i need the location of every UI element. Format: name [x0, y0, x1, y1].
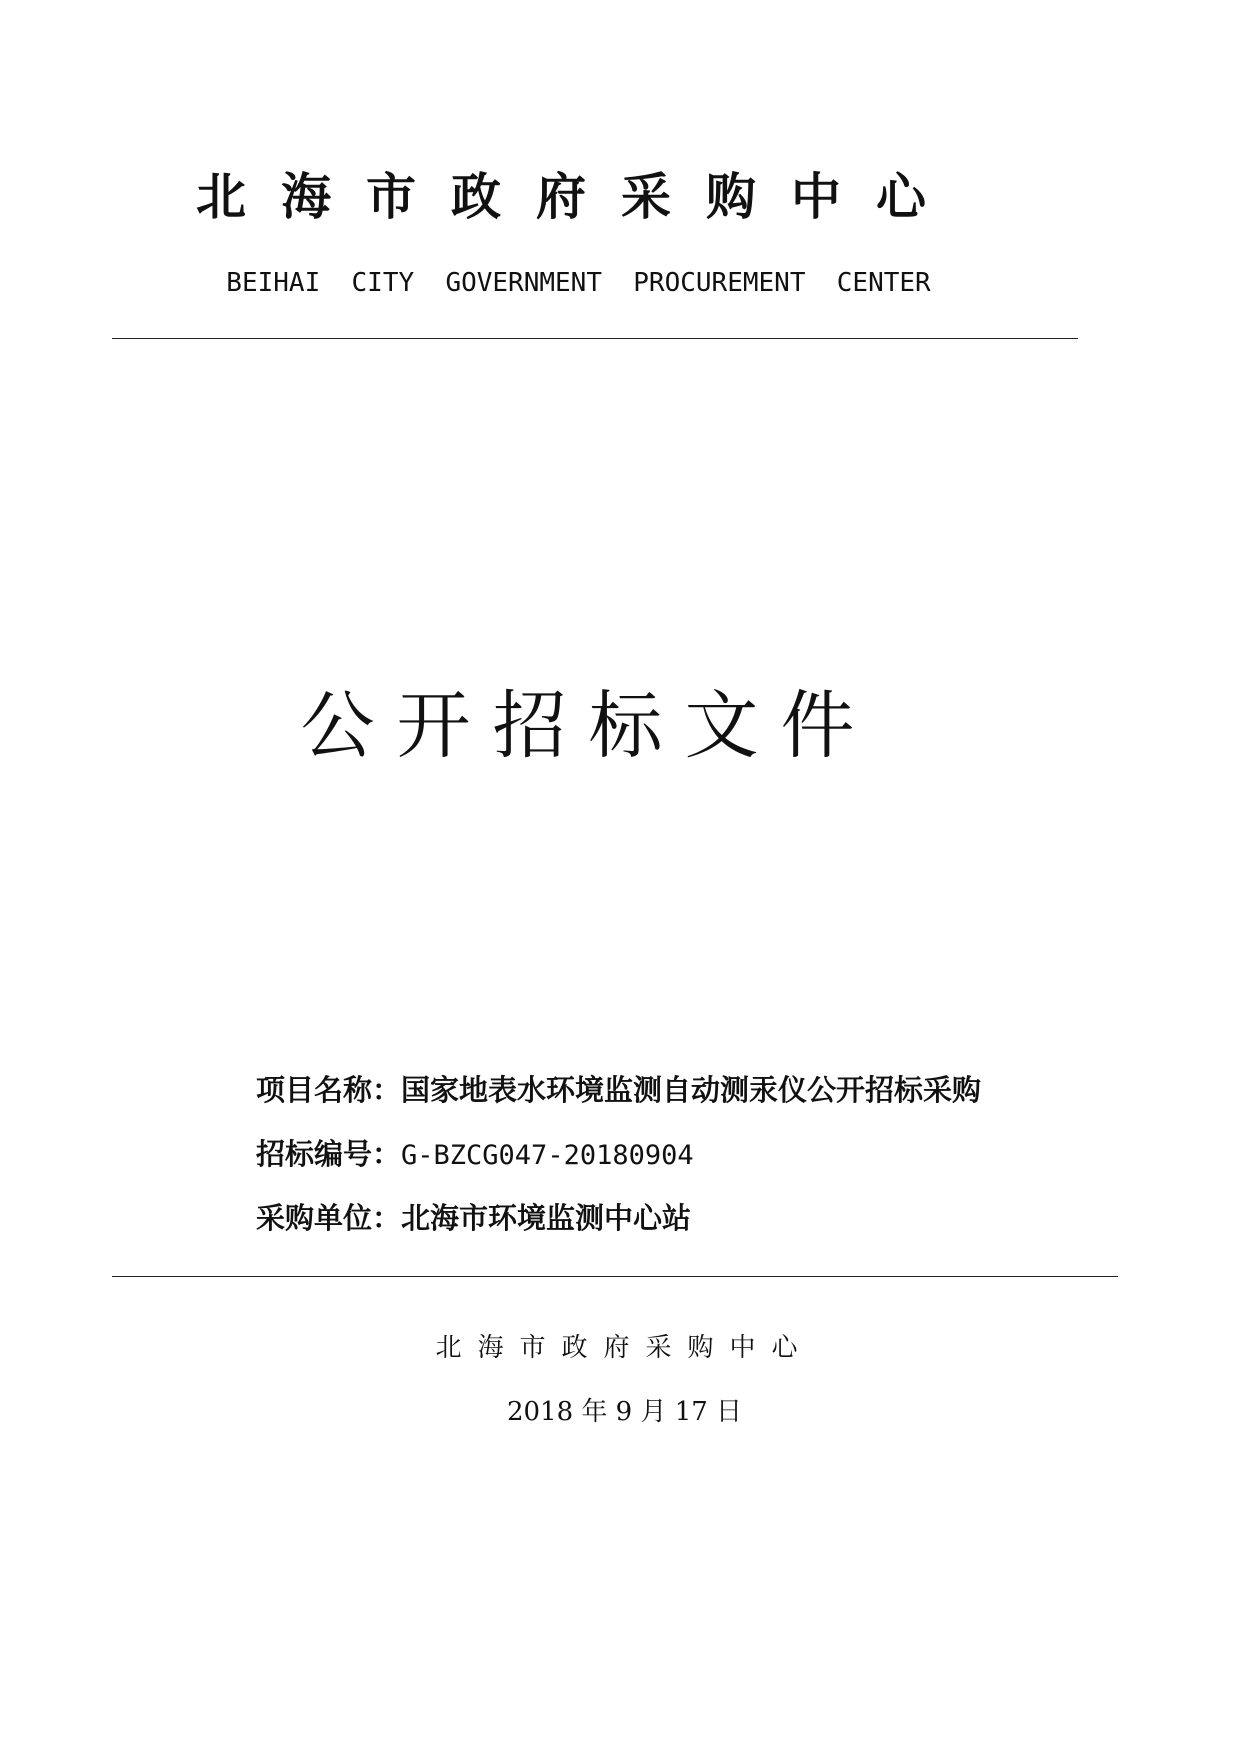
- buyer-label: 采购单位：: [256, 1201, 402, 1235]
- bid-number-value: G-BZCG047-20180904: [401, 1140, 694, 1171]
- footer-org-name: 北海市政府采购中心: [435, 1333, 814, 1363]
- buyer-value: 北海市环境监测中心站: [401, 1201, 692, 1235]
- footer-divider: [112, 1276, 1118, 1277]
- header-org-name-cn: 北海市政府采购中心: [196, 167, 961, 226]
- header-divider: [112, 338, 1078, 339]
- bid-number-label: 招标编号：: [256, 1137, 402, 1171]
- footer-date: 2018 年 9 月 17 日: [506, 1397, 743, 1427]
- bid-number-row: [256, 1134, 694, 1176]
- project-name-label: 项目名称：: [256, 1073, 402, 1107]
- header-org-name-en: BEIHAI CITY GOVERNMENT PROCUREMENT CENTER: [226, 268, 931, 298]
- project-name-row: [256, 1070, 981, 1110]
- project-name-value: 国家地表水环境监测自动测汞仪公开招标采购: [401, 1073, 982, 1107]
- document-title: 公开招标文件: [300, 683, 877, 769]
- buyer-row: [256, 1198, 691, 1238]
